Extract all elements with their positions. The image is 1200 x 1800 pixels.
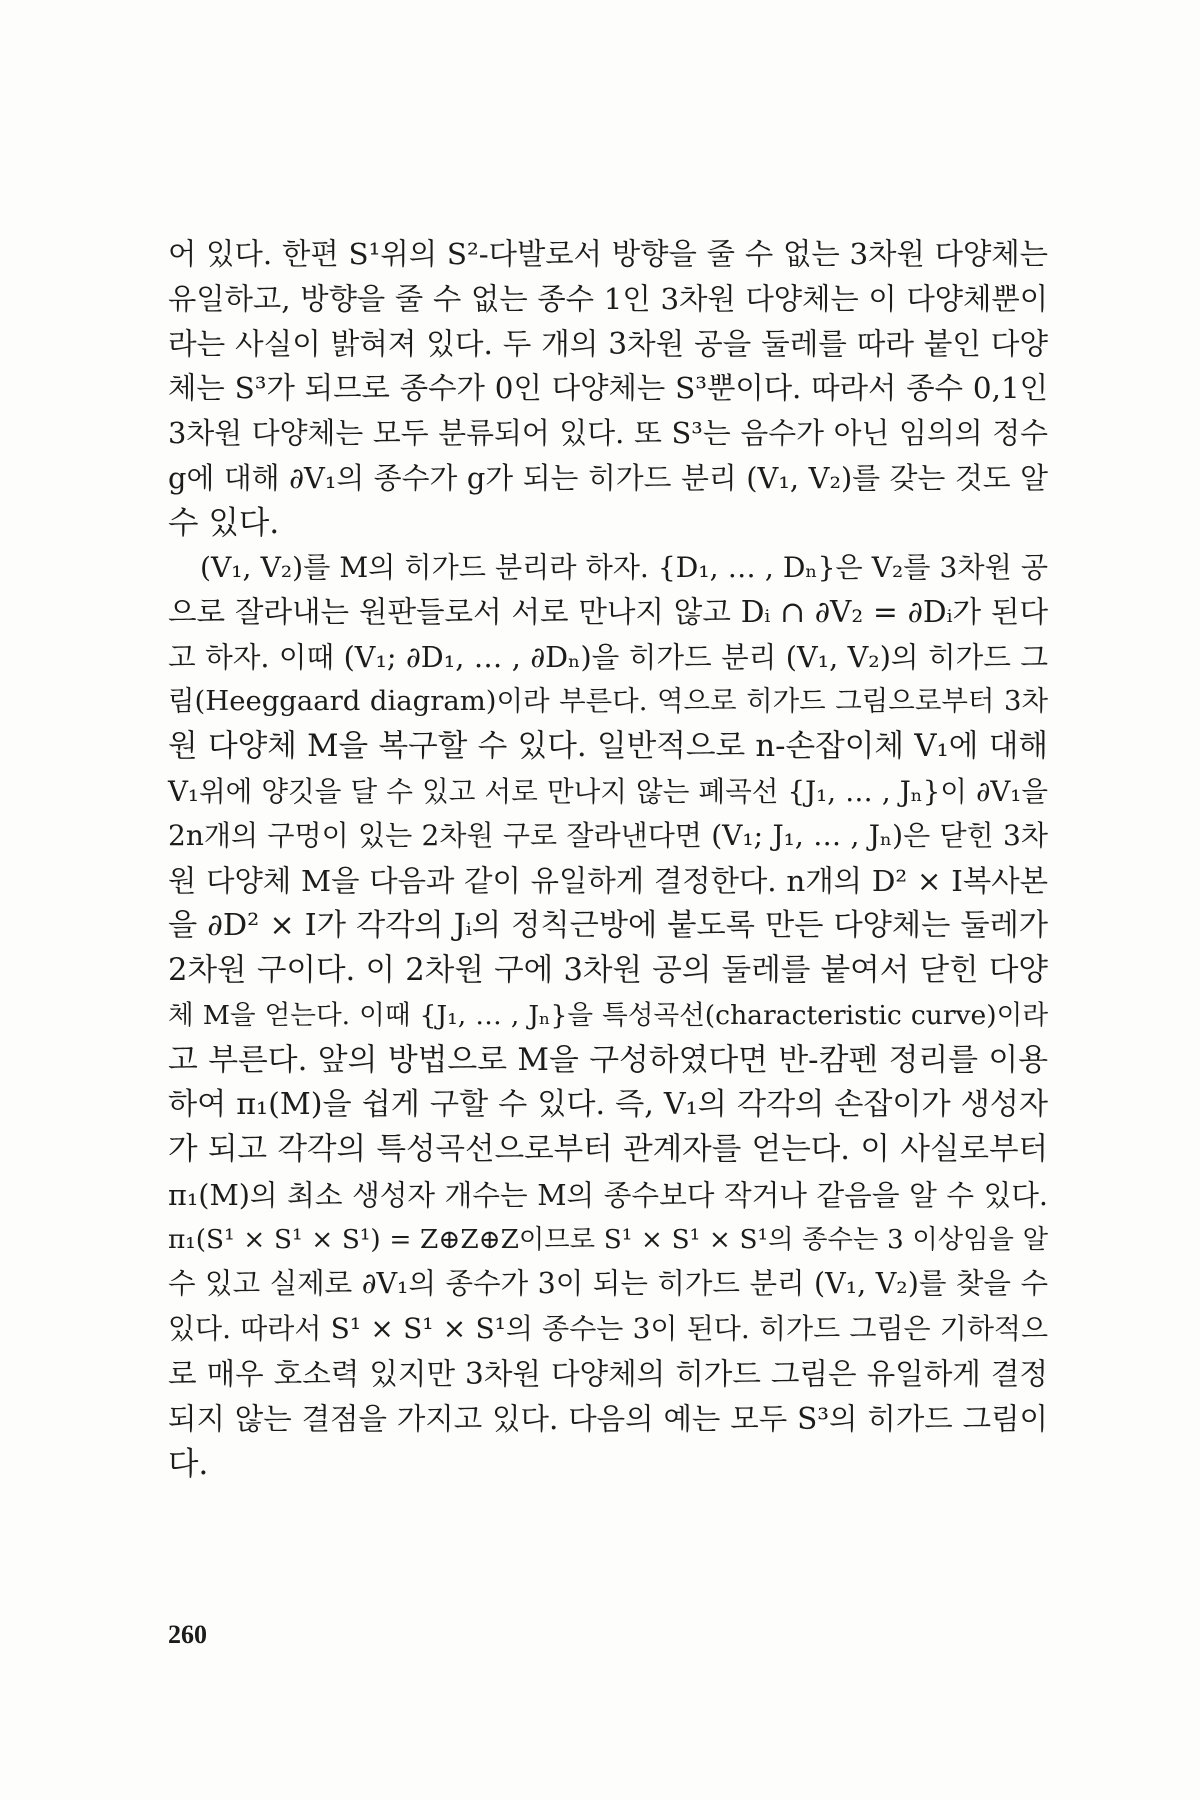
text-line: 체 M을 얻는다. 이때 {J₁, … , Jₙ}을 특성곡선(characteristic curve)이라 bbox=[168, 999, 1048, 1031]
paragraph-2 bbox=[168, 546, 1048, 1487]
text-line: 림(Heeggaard diagram)이라 부른다. 역으로 히가드 그림으로부터 3차 bbox=[168, 685, 1048, 717]
text-line: 가 되고 각각의 특성곡선으로부터 관계자를 얻는다. 이 사실로부터 bbox=[168, 1131, 1048, 1167]
text-line: 고 부른다. 앞의 방법으로 M을 구성하였다면 반-캄펜 정리를 이용 bbox=[168, 1042, 1048, 1079]
text-line: 되지 않는 결점을 가지고 있다. 다음의 예는 모두 S³의 히가드 그림이 bbox=[168, 1401, 1048, 1436]
text-line: 라는 사실이 밝혀져 있다. 두 개의 3차원 공을 둘레를 따라 붙인 다양 bbox=[168, 326, 1048, 361]
text-line: 있다. 따라서 S¹ × S¹ × S¹의 종수는 3이 된다. 히가드 그림은 기하적으 bbox=[168, 1312, 1048, 1346]
text-line: 으로 잘라내는 원판들로서 서로 만나지 않고 Dᵢ ∩ ∂V₂ = ∂Dᵢ가 된다 bbox=[168, 595, 1048, 630]
text-line: 을 ∂D² × I가 각각의 Jᵢ의 정칙근방에 붙도록 만든 다양체는 둘레가 bbox=[168, 907, 1048, 943]
text-line: 원 다양체 M을 다음과 같이 유일하게 결정한다. n개의 D² × I복사본 bbox=[168, 864, 1048, 899]
text-line: π₁(M)의 최소 생성자 개수는 M의 종수보다 작거나 같음을 알 수 있다. bbox=[168, 1177, 1048, 1212]
text-line: g에 대해 ∂V₁의 종수가 g가 되는 히가드 분리 (V₁, V₂)를 갖는 것도 알 bbox=[168, 460, 1048, 495]
text-line: V₁위에 양깃을 달 수 있고 서로 만나지 않는 폐곡선 {J₁, … , Jₙ}이 ∂V₁을 bbox=[168, 774, 1048, 808]
page-number: 260 bbox=[168, 1620, 207, 1649]
text-line: 고 하자. 이때 (V₁; ∂D₁, … , ∂Dₙ)을 히가드 분리 (V₁, V₂)의 히가드 그 bbox=[168, 640, 1048, 675]
text-line: 유일하고, 방향을 줄 수 없는 종수 1인 3차원 다양체는 이 다양체뿐이 bbox=[168, 281, 1048, 316]
text-line: 2차원 구이다. 이 2차원 구에 3차원 공의 둘레를 붙여서 닫힌 다양 bbox=[168, 952, 1048, 988]
text-line: 3차원 다양체는 모두 분류되어 있다. 또 S³는 음수가 아닌 임의의 정수 bbox=[168, 416, 1048, 451]
paragraph-1 bbox=[168, 232, 1048, 546]
text-line: π₁(S¹ × S¹ × S¹) = Z⊕Z⊕Z이므로 S¹ × S¹ × S¹의 종수는 3 이상임을 알 bbox=[168, 1224, 1048, 1255]
text-line: 수 있고 실제로 ∂V₁의 종수가 3이 되는 히가드 분리 (V₁, V₂)를 찾을 수 bbox=[168, 1267, 1048, 1301]
text-line: 체는 S³가 되므로 종수가 0인 다양체는 S³뿐이다. 따라서 종수 0,1인 bbox=[168, 371, 1048, 406]
text-line: 하여 π₁(M)을 쉽게 구할 수 있다. 즉, V₁의 각각의 손잡이가 생성자 bbox=[168, 1087, 1048, 1123]
text-line: 수 있다. bbox=[168, 504, 280, 541]
text-line: 로 매우 호소력 있지만 3차원 다양체의 히가드 그림은 유일하게 결정 bbox=[168, 1356, 1048, 1391]
body-text bbox=[168, 232, 1048, 1486]
text-line: 어 있다. 한편 S¹위의 S²-다발로서 방향을 줄 수 없는 3차원 다양체는 bbox=[168, 237, 1048, 271]
text-line: 2n개의 구멍이 있는 2차원 구로 잘라낸다면 (V₁; J₁, … , Jₙ)은 닫힌 3차 bbox=[168, 819, 1048, 853]
text-line: (V₁, V₂)를 M의 히가드 분리라 하자. {D₁, … , Dₙ}은 V₂를 3차원 공 bbox=[200, 550, 1049, 584]
text-line: 원 다양체 M을 복구할 수 있다. 일반적으로 n-손잡이체 V₁에 대해 bbox=[168, 728, 1048, 764]
text-line: 다. bbox=[168, 1445, 209, 1482]
